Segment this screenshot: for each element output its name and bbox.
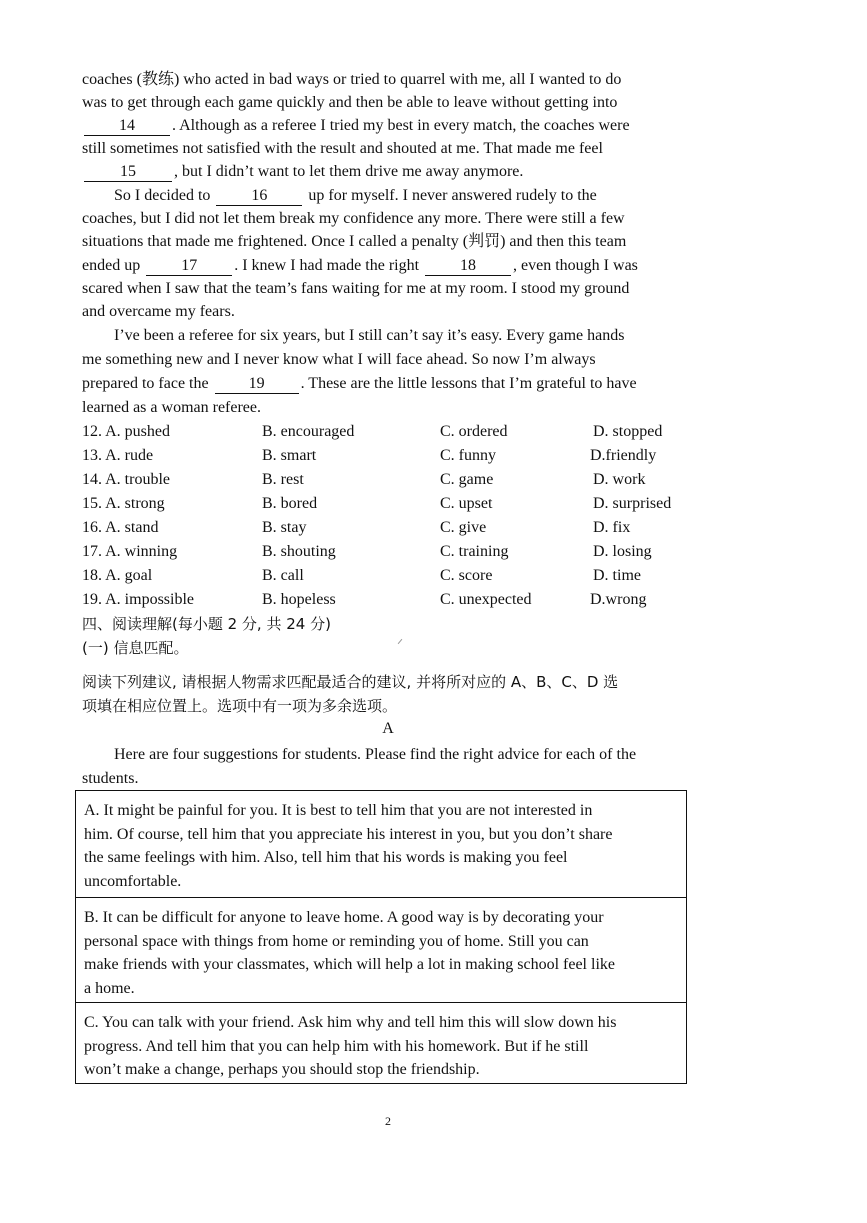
passage-line	[82, 255, 638, 277]
blank-17: 17	[146, 257, 232, 276]
suggestion-a	[75, 790, 687, 898]
option-a: 13. A. rude	[82, 447, 154, 464]
blank-18: 18	[425, 257, 511, 276]
suggestion-line: make friends with your classmates, which will help a lot in making school feel like	[84, 956, 615, 973]
option-d: D. work	[593, 471, 646, 488]
option-c: C. score	[440, 567, 493, 584]
suggestion-b	[75, 897, 687, 1003]
instruction-line: 项填在相应位置上。选项中有一项为多余选项。	[82, 697, 398, 715]
blank-19: 19	[215, 375, 299, 394]
suggestion-line: A. It might be painful for you. It is best to tell him that you are not interested in	[84, 802, 593, 819]
intro-line: Here are four suggestions for students. Please find the right advice for each of the	[114, 746, 637, 763]
section-subtitle: (一) 信息匹配。	[82, 639, 189, 657]
passage-text: , even though I was	[513, 257, 638, 274]
option-b: B. shouting	[262, 543, 336, 560]
passage-line: me something new and I never know what I will face ahead. So now I’m always	[82, 351, 596, 368]
option-b: B. smart	[262, 447, 317, 464]
option-a: 15. A. strong	[82, 495, 165, 512]
option-d: D.friendly	[590, 447, 657, 464]
option-d: D.wrong	[590, 591, 647, 608]
blank-15: 15	[84, 163, 172, 182]
suggestion-line: won’t make a change, perhaps you should stop the friendship.	[84, 1061, 480, 1078]
passage-text: prepared to face the	[82, 375, 209, 392]
suggestion-line: a home.	[84, 979, 135, 997]
option-a: 12. A. pushed	[82, 423, 170, 440]
instruction-line: 阅读下列建议, 请根据人物需求匹配最适合的建议, 并将所对应的 A、B、C、D 选	[82, 673, 619, 691]
suggestion-line: uncomfortable.	[84, 872, 182, 890]
stray-mark	[398, 639, 403, 644]
passage-line: coaches (教练) who acted in bad ways or tried to quarrel with me, all I wanted to do	[82, 71, 622, 88]
option-a: 16. A. stand	[82, 519, 159, 536]
part-heading: A	[382, 720, 394, 737]
passage-line	[82, 115, 630, 137]
intro-line: students.	[82, 770, 139, 787]
option-b: B. bored	[262, 495, 318, 512]
option-d: D. surprised	[593, 495, 672, 512]
passage-line	[82, 161, 523, 183]
option-c: C. ordered	[440, 423, 508, 440]
section-title: 四、阅读理解(每小题 2 分, 共 24 分)	[82, 615, 331, 633]
passage-line: learned as a woman referee.	[82, 399, 261, 416]
passage-text: . Although as a referee I tried my best in every match, the coaches were	[172, 117, 630, 134]
option-c: C. funny	[440, 447, 496, 464]
option-c: C. game	[440, 471, 494, 488]
suggestion-line: him. Of course, tell him that you appreciate his interest in you, but you don’t share	[84, 825, 613, 843]
option-a: 19. A. impossible	[82, 591, 195, 608]
option-b: B. rest	[262, 471, 304, 488]
option-b: B. call	[262, 567, 304, 584]
passage-text: So I decided to	[114, 187, 211, 204]
blank-16: 16	[216, 187, 302, 206]
option-c: C. unexpected	[440, 591, 532, 608]
option-d: D. time	[593, 567, 641, 584]
passage-line: I’ve been a referee for six years, but I still can’t say it’s easy. Every game hands	[114, 327, 625, 344]
option-c: C. training	[440, 543, 509, 560]
suggestion-line: progress. And tell him that you can help him with his homework. But if he still	[84, 1037, 589, 1055]
passage-line: and overcame my fears.	[82, 303, 235, 320]
option-d: D. stopped	[593, 423, 663, 440]
option-b: B. hopeless	[262, 591, 336, 608]
passage-line: still sometimes not satisfied with the result and shouted at me. That made me feel	[82, 140, 603, 157]
page-number: 2	[385, 1114, 391, 1128]
passage-line: coaches, but I did not let them break my confidence any more. There were still a few	[82, 210, 625, 227]
passage-line: situations that made me frightened. Once I called a penalty (判罚) and then this team	[82, 233, 627, 250]
suggestion-line: the same feelings with him. Also, tell him that his words is making you feel	[84, 849, 568, 866]
passage-line	[114, 185, 597, 207]
passage-line: scared when I saw that the team’s fans waiting for me at my room. I stood my ground	[82, 280, 630, 297]
passage-text: . I knew I had made the right	[234, 257, 420, 274]
option-a: 18. A. goal	[82, 567, 153, 584]
option-c: C. give	[440, 519, 487, 536]
passage-text: ended up	[82, 257, 141, 274]
passage-line	[82, 373, 637, 395]
passage-text: up for myself. I never answered rudely to the	[308, 187, 597, 204]
option-d: D. losing	[593, 543, 652, 560]
option-b: B. stay	[262, 519, 307, 536]
option-c: C. upset	[440, 495, 493, 512]
option-a: 14. A. trouble	[82, 471, 170, 488]
suggestion-line: personal space with things from home or reminding you of home. Still you can	[84, 932, 589, 950]
passage-line: was to get through each game quickly and then be able to leave without getting into	[82, 94, 618, 111]
suggestion-c	[75, 1002, 687, 1084]
suggestion-line: C. You can talk with your friend. Ask him why and tell him this will slow down his	[84, 1014, 617, 1031]
option-b: B. encouraged	[262, 423, 355, 440]
blank-14: 14	[84, 117, 170, 136]
option-d: D. fix	[593, 519, 631, 536]
passage-text: . These are the little lessons that I’m grateful to have	[300, 375, 637, 392]
suggestion-line: B. It can be difficult for anyone to leave home. A good way is by decorating your	[84, 909, 604, 926]
passage-text: , but I didn’t want to let them drive me away anymore.	[174, 163, 524, 180]
option-a: 17. A. winning	[82, 543, 178, 560]
